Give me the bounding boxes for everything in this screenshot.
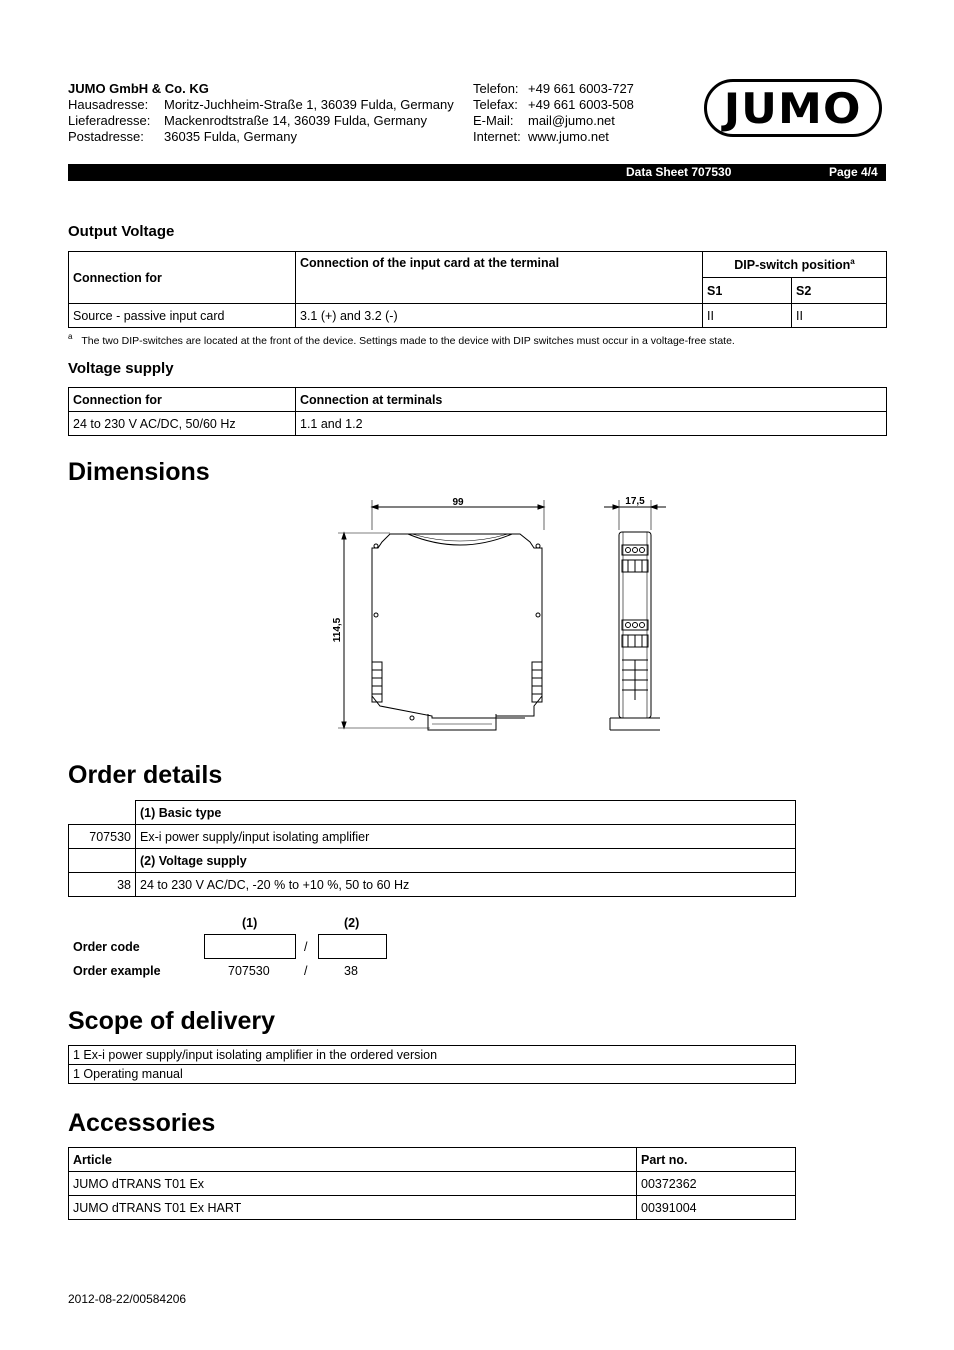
- order-code-label: Order code: [73, 940, 140, 954]
- voltage-supply-heading: Voltage supply: [68, 360, 174, 377]
- scope-heading: Scope of delivery: [68, 1007, 276, 1035]
- order-code-cell: 38: [69, 873, 136, 897]
- address-label: Hausadresse:: [68, 97, 149, 112]
- footnote-ref: a: [850, 256, 855, 266]
- order-code-field-1[interactable]: [204, 934, 296, 959]
- accessory-part: 00372362: [637, 1172, 796, 1196]
- order-text-cell: 24 to 230 V AC/DC, -20 % to +10 %, 50 to 60 Hz: [136, 873, 796, 897]
- table-cell: 3.1 (+) and 3.2 (-): [296, 304, 703, 328]
- col-article: Article: [69, 1148, 637, 1172]
- company-name: JUMO GmbH & Co. KG: [68, 81, 209, 96]
- contact-label: Telefon:: [473, 81, 519, 96]
- col-dip-switch: [703, 252, 887, 278]
- address-value: 36035 Fulda, Germany: [164, 129, 297, 144]
- col-s1: S1: [703, 278, 792, 304]
- order-details-table: [68, 800, 796, 897]
- table-cell: II: [703, 304, 792, 328]
- datasheet-number: Data Sheet 707530: [626, 165, 732, 179]
- footnote-mark: a: [68, 332, 73, 341]
- contact-label: E-Mail:: [473, 113, 514, 128]
- accessories-heading: Accessories: [68, 1109, 216, 1137]
- contact-block: [473, 81, 634, 145]
- dip-switch-label: DIP-switch position: [734, 258, 851, 273]
- scope-item: 1 Operating manual: [69, 1065, 796, 1084]
- contact-value: +49 661 6003-727: [528, 81, 634, 96]
- col-connection-for: Connection for: [69, 252, 296, 304]
- output-voltage-heading: Output Voltage: [68, 223, 175, 240]
- order-text-cell: (2) Voltage supply: [136, 849, 796, 873]
- contact-value: mail@jumo.net: [528, 113, 615, 128]
- contact-value: +49 661 6003-508: [528, 97, 634, 112]
- order-text-cell: (1) Basic type: [136, 801, 796, 825]
- table-cell: Source - passive input card: [69, 304, 296, 328]
- order-code-cell: [69, 801, 136, 825]
- dimensions-drawing: [320, 490, 680, 740]
- scope-item: 1 Ex-i power supply/input isolating amplifier in the ordered version: [69, 1046, 796, 1065]
- order-details-heading: Order details: [68, 761, 223, 789]
- order-code-cell: 707530: [69, 825, 136, 849]
- footer-doc-id: 2012-08-22/00584206: [68, 1292, 187, 1306]
- voltage-supply-table: [68, 387, 887, 436]
- logo-text: JUMO: [724, 83, 862, 133]
- order-col1-label: (1): [242, 916, 258, 930]
- col-connection-terminals: Connection at terminals: [296, 388, 887, 412]
- col-part-no: Part no.: [637, 1148, 796, 1172]
- order-example-2: 38: [344, 964, 358, 978]
- accessory-article: JUMO dTRANS T01 Ex: [69, 1172, 637, 1196]
- order-text-cell: Ex-i power supply/input isolating amplifier: [136, 825, 796, 849]
- table-cell: 1.1 and 1.2: [296, 412, 887, 436]
- order-col2-label: (2): [344, 916, 360, 930]
- scope-table: [68, 1045, 796, 1084]
- order-code-slash: /: [304, 940, 308, 954]
- table-cell: II: [792, 304, 887, 328]
- col-s2: S2: [792, 278, 887, 304]
- header-bar: [68, 164, 886, 181]
- address-value: Moritz-Juchheim-Straße 1, 36039 Fulda, Germany: [164, 97, 454, 112]
- col-connection-input-card: Connection of the input card at the terminal: [296, 252, 703, 304]
- accessory-part: 00391004: [637, 1196, 796, 1220]
- address-value: Mackenrodtstraße 14, 36039 Fulda, Germany: [164, 113, 428, 128]
- col-connection-for: Connection for: [69, 388, 296, 412]
- address-label: Lieferadresse:: [68, 113, 151, 128]
- dimensions-heading: Dimensions: [68, 458, 210, 486]
- table-cell: 24 to 230 V AC/DC, 50/60 Hz: [69, 412, 296, 436]
- contact-label: Telefax:: [473, 97, 518, 112]
- order-example-1: 707530: [228, 964, 270, 978]
- page-number: Page 4/4: [829, 165, 878, 179]
- accessories-table: [68, 1147, 796, 1220]
- order-example-slash: /: [304, 964, 308, 978]
- footnote: [68, 332, 735, 347]
- footnote-text: The two DIP-switches are located at the front of the device. Settings made to the device with DIP switches must occur in a voltage-free state.: [81, 334, 735, 347]
- address-block: [68, 97, 454, 145]
- jumo-logo: [704, 79, 882, 137]
- order-code-cell: [69, 849, 136, 873]
- order-code-field-2[interactable]: [318, 934, 387, 959]
- dimension-height: 114,5: [332, 617, 343, 643]
- output-voltage-table: [68, 251, 887, 328]
- contact-value: www.jumo.net: [528, 129, 609, 144]
- order-example-label: Order example: [73, 964, 161, 978]
- address-label: Postadresse:: [68, 129, 144, 144]
- dimension-depth: 17,5: [625, 496, 645, 507]
- dimension-width: 99: [452, 497, 464, 508]
- accessory-article: JUMO dTRANS T01 Ex HART: [69, 1196, 637, 1220]
- contact-label: Internet:: [473, 129, 521, 144]
